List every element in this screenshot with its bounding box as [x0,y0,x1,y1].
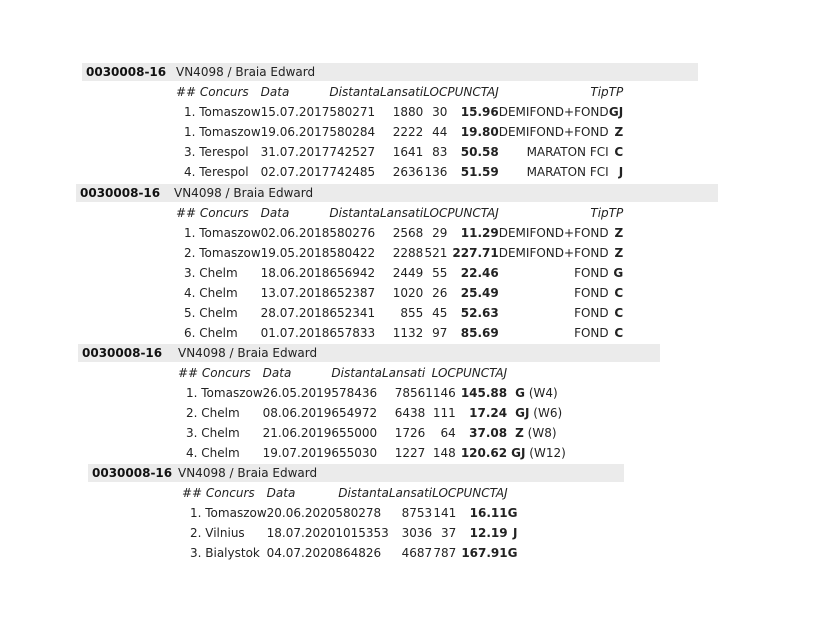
tp-code: GJ [515,406,530,420]
lansati-cell: 2222 [392,125,424,139]
block-header [82,63,698,81]
table-header-row [176,203,623,223]
distanta-cell: 864826 [335,546,382,560]
col-header: Data [260,206,290,220]
concurs-cell: 3. Bialystok [190,546,260,560]
tp-cell: J [513,526,518,540]
week-code: (W4) [528,386,558,400]
data-cell: 21.06.2019 [262,426,332,440]
data-cell: 01.07.2018 [260,326,330,340]
punctaj-cell: 16.11 [469,506,508,520]
tip-cell: FOND [574,306,609,320]
block-header [88,464,624,482]
concurs-cell: 3. Chelm [184,266,238,280]
table-header-row [178,363,566,383]
tip-cell: DEMIFOND+FOND [498,226,609,240]
distanta-cell: 655000 [331,426,378,440]
tip-cell: DEMIFOND+FOND [498,246,609,260]
punctaj-cell: 37.08 [469,426,508,440]
data-cell: 08.06.2019 [262,406,332,420]
owner-name: VN4098 / Braia Edward [176,65,316,79]
data-cell: 04.07.2020 [266,546,336,560]
col-header: ## Concurs [176,85,249,99]
ring-number: 0030008-16 [80,186,161,200]
lansati-cell: 6438 [394,406,426,420]
loc-cell: 44 [432,125,448,139]
concurs-cell: 2. Tomaszow [184,246,261,260]
results-table [178,363,566,463]
tp-cell: C [614,145,624,159]
week-code: (W12) [529,446,566,460]
punctaj-cell: 22.46 [460,266,499,280]
results-table [176,82,623,182]
lansati-cell: 1020 [392,286,424,300]
table-row [182,543,517,563]
ring-number: 0030008-16 [92,466,173,480]
concurs-cell: 4. Chelm [186,446,240,460]
loc-cell: 136 [424,165,448,179]
table-row [182,503,517,523]
tp-cell: Z [614,226,624,240]
data-cell: 19.06.2017 [260,125,330,139]
tp-cell [507,423,566,443]
data-cell: 18.07.2020 [266,526,336,540]
concurs-cell: 3. Chelm [186,426,240,440]
lansati-cell: 8753 [401,506,433,520]
week-code: (W8) [527,426,557,440]
lansati-cell: 2449 [392,266,424,280]
tip-cell: DEMIFOND+FOND [498,125,609,139]
tip-cell: MARATON FCI [526,165,609,179]
loc-cell: 148 [432,446,456,460]
lansati-cell: 4687 [401,546,433,560]
col-header: Tip [590,85,609,99]
data-cell: 31.07.2017 [260,145,330,159]
tp-cell: C [614,326,624,340]
col-header: PUNCTAJ [447,206,499,220]
tp-cell [507,443,566,463]
punctaj-cell: 25.49 [460,286,499,300]
data-cell: 02.07.2017 [260,165,330,179]
tp-cell: Z [614,125,624,139]
col-header: LOC [431,366,456,380]
loc-cell: 64 [440,426,456,440]
col-header: LOC [432,486,457,500]
tp-cell: C [614,306,624,320]
concurs-cell: 1. Tomaszow [184,105,261,119]
table-row [176,323,623,343]
data-cell: 02.06.2018 [260,226,330,240]
distanta-cell: 654972 [331,406,378,420]
loc-cell: 1146 [425,386,456,400]
lansati-cell: 7856 [394,386,426,400]
punctaj-cell: 52.63 [460,306,499,320]
loc-cell: 787 [433,546,457,560]
col-header: Lansati [388,486,433,500]
col-header: Tip [590,206,609,220]
table-row [176,142,623,162]
loc-cell: 29 [432,226,448,240]
lansati-cell: 2288 [392,246,424,260]
col-header: PUNCTAJ [456,486,508,500]
table-header-row [182,483,517,503]
owner-name: VN4098 / Braia Edward [178,346,318,360]
concurs-cell: 1. Tomaszow [184,226,261,240]
punctaj-cell: 85.69 [460,326,499,340]
col-header: Distanta [329,85,380,99]
lansati-cell: 1880 [392,105,424,119]
results-table [176,203,623,343]
tp-cell [507,383,566,403]
col-header: Distanta [338,486,389,500]
loc-cell: 111 [432,406,456,420]
concurs-cell: 3. Terespol [184,145,249,159]
lansati-cell: 2568 [392,226,424,240]
col-header: Lansati [379,85,424,99]
loc-cell: 55 [432,266,448,280]
data-cell: 15.07.2017 [260,105,330,119]
punctaj-cell: 51.59 [460,165,499,179]
tp-code: G [515,386,525,400]
table-row [176,162,623,182]
punctaj-cell: 11.29 [460,226,499,240]
table-row [176,263,623,283]
distanta-cell: 578436 [331,386,378,400]
col-header: Distanta [331,366,382,380]
concurs-cell: 4. Chelm [184,286,238,300]
tp-cell: GJ [608,105,624,119]
col-header: LOC [423,85,448,99]
concurs-cell: 4. Terespol [184,165,249,179]
concurs-cell: 6. Chelm [184,326,238,340]
tp-cell: J [618,165,624,179]
distanta-cell: 580422 [329,246,376,260]
table-row [176,283,623,303]
week-code: (W6) [533,406,563,420]
distanta-cell: 657833 [329,326,376,340]
table-row [176,102,623,122]
concurs-cell: 1. Tomaszow [186,386,263,400]
loc-cell: 521 [424,246,448,260]
lansati-cell: 3036 [401,526,433,540]
data-cell: 19.07.2019 [262,446,332,460]
col-header: Data [262,366,292,380]
col-header: LOC [423,206,448,220]
punctaj-cell: 19.80 [460,125,499,139]
col-header: PUNCTAJ [447,85,499,99]
tp-code: GJ [511,446,526,460]
ring-number: 0030008-16 [82,346,163,360]
table-row [176,122,623,142]
distanta-cell: 742527 [329,145,376,159]
loc-cell: 26 [432,286,448,300]
data-cell: 20.06.2020 [266,506,336,520]
loc-cell: 37 [440,526,457,540]
distanta-cell: 580271 [329,105,376,119]
table-row [178,443,566,463]
table-row [182,523,517,543]
punctaj-cell: 17.24 [469,406,508,420]
punctaj-cell: 120.62 [460,446,508,460]
tp-cell: G [507,506,518,520]
lansati-cell: 1641 [392,145,424,159]
loc-cell: 30 [432,105,448,119]
distanta-cell: 580284 [329,125,376,139]
table-row [176,223,623,243]
concurs-cell: 2. Chelm [186,406,240,420]
owner-name: VN4098 / Braia Edward [174,186,314,200]
distanta-cell: 580276 [329,226,376,240]
lansati-cell: 2636 [392,165,424,179]
punctaj-cell: 167.91 [461,546,508,560]
col-header: ## Concurs [182,486,255,500]
punctaj-cell: 227.71 [452,246,499,260]
punctaj-cell: 15.96 [460,105,499,119]
col-header: TP [608,206,624,220]
distanta-cell: 655030 [331,446,378,460]
col-header: PUNCTAJ [455,366,508,380]
distanta-cell: 656942 [329,266,376,280]
distanta-cell: 742485 [329,165,376,179]
tp-cell: G [613,266,624,280]
data-cell: 26.05.2019 [262,386,332,400]
table-row [176,243,623,263]
table-row [178,383,566,403]
punctaj-cell: 145.88 [460,386,508,400]
col-header: Data [260,85,290,99]
tp-cell: Z [614,246,624,260]
col-header: ## Concurs [178,366,251,380]
table-row [178,423,566,443]
col-header: TP [608,85,624,99]
loc-cell: 97 [432,326,448,340]
data-cell: 28.07.2018 [260,306,330,320]
tip-cell: FOND [574,266,609,280]
concurs-cell: 1. Tomaszow [184,125,261,139]
col-header: Distanta [329,206,380,220]
loc-cell: 83 [432,145,448,159]
distanta-cell: 652341 [329,306,376,320]
table-row [176,303,623,323]
distanta-cell: 652387 [329,286,376,300]
block-header [78,344,660,362]
concurs-cell: 1. Tomaszow [190,506,267,520]
loc-cell: 141 [433,506,457,520]
col-header: Lansati [379,206,424,220]
ring-number: 0030008-16 [86,65,167,79]
col-header: Data [266,486,296,500]
tip-cell: FOND [574,286,609,300]
table-header-row [176,82,623,102]
data-cell: 18.06.2018 [260,266,330,280]
results-table [182,483,517,563]
punctaj-cell: 12.19 [469,526,508,540]
lansati-cell: 1726 [394,426,426,440]
owner-name: VN4098 / Braia Edward [178,466,318,480]
distanta-cell: 1015353 [335,526,389,540]
tip-cell: FOND [574,326,609,340]
distanta-cell: 580278 [335,506,382,520]
concurs-cell: 2. Vilnius [190,526,245,540]
lansati-cell: 855 [400,306,424,320]
col-header: Lansati [381,366,426,380]
tp-cell [507,403,566,423]
tp-cell: G [507,546,518,560]
col-header: ## Concurs [176,206,249,220]
lansati-cell: 1227 [394,446,426,460]
block-header [76,184,718,202]
tp-code: Z [515,426,524,440]
tip-cell: MARATON FCI [526,145,609,159]
punctaj-cell: 50.58 [460,145,499,159]
data-cell: 19.05.2018 [260,246,330,260]
tip-cell: DEMIFOND+FOND [498,105,609,119]
table-row [178,403,566,423]
loc-cell: 45 [432,306,448,320]
concurs-cell: 5. Chelm [184,306,238,320]
data-cell: 13.07.2018 [260,286,330,300]
tp-cell: C [614,286,624,300]
lansati-cell: 1132 [392,326,424,340]
